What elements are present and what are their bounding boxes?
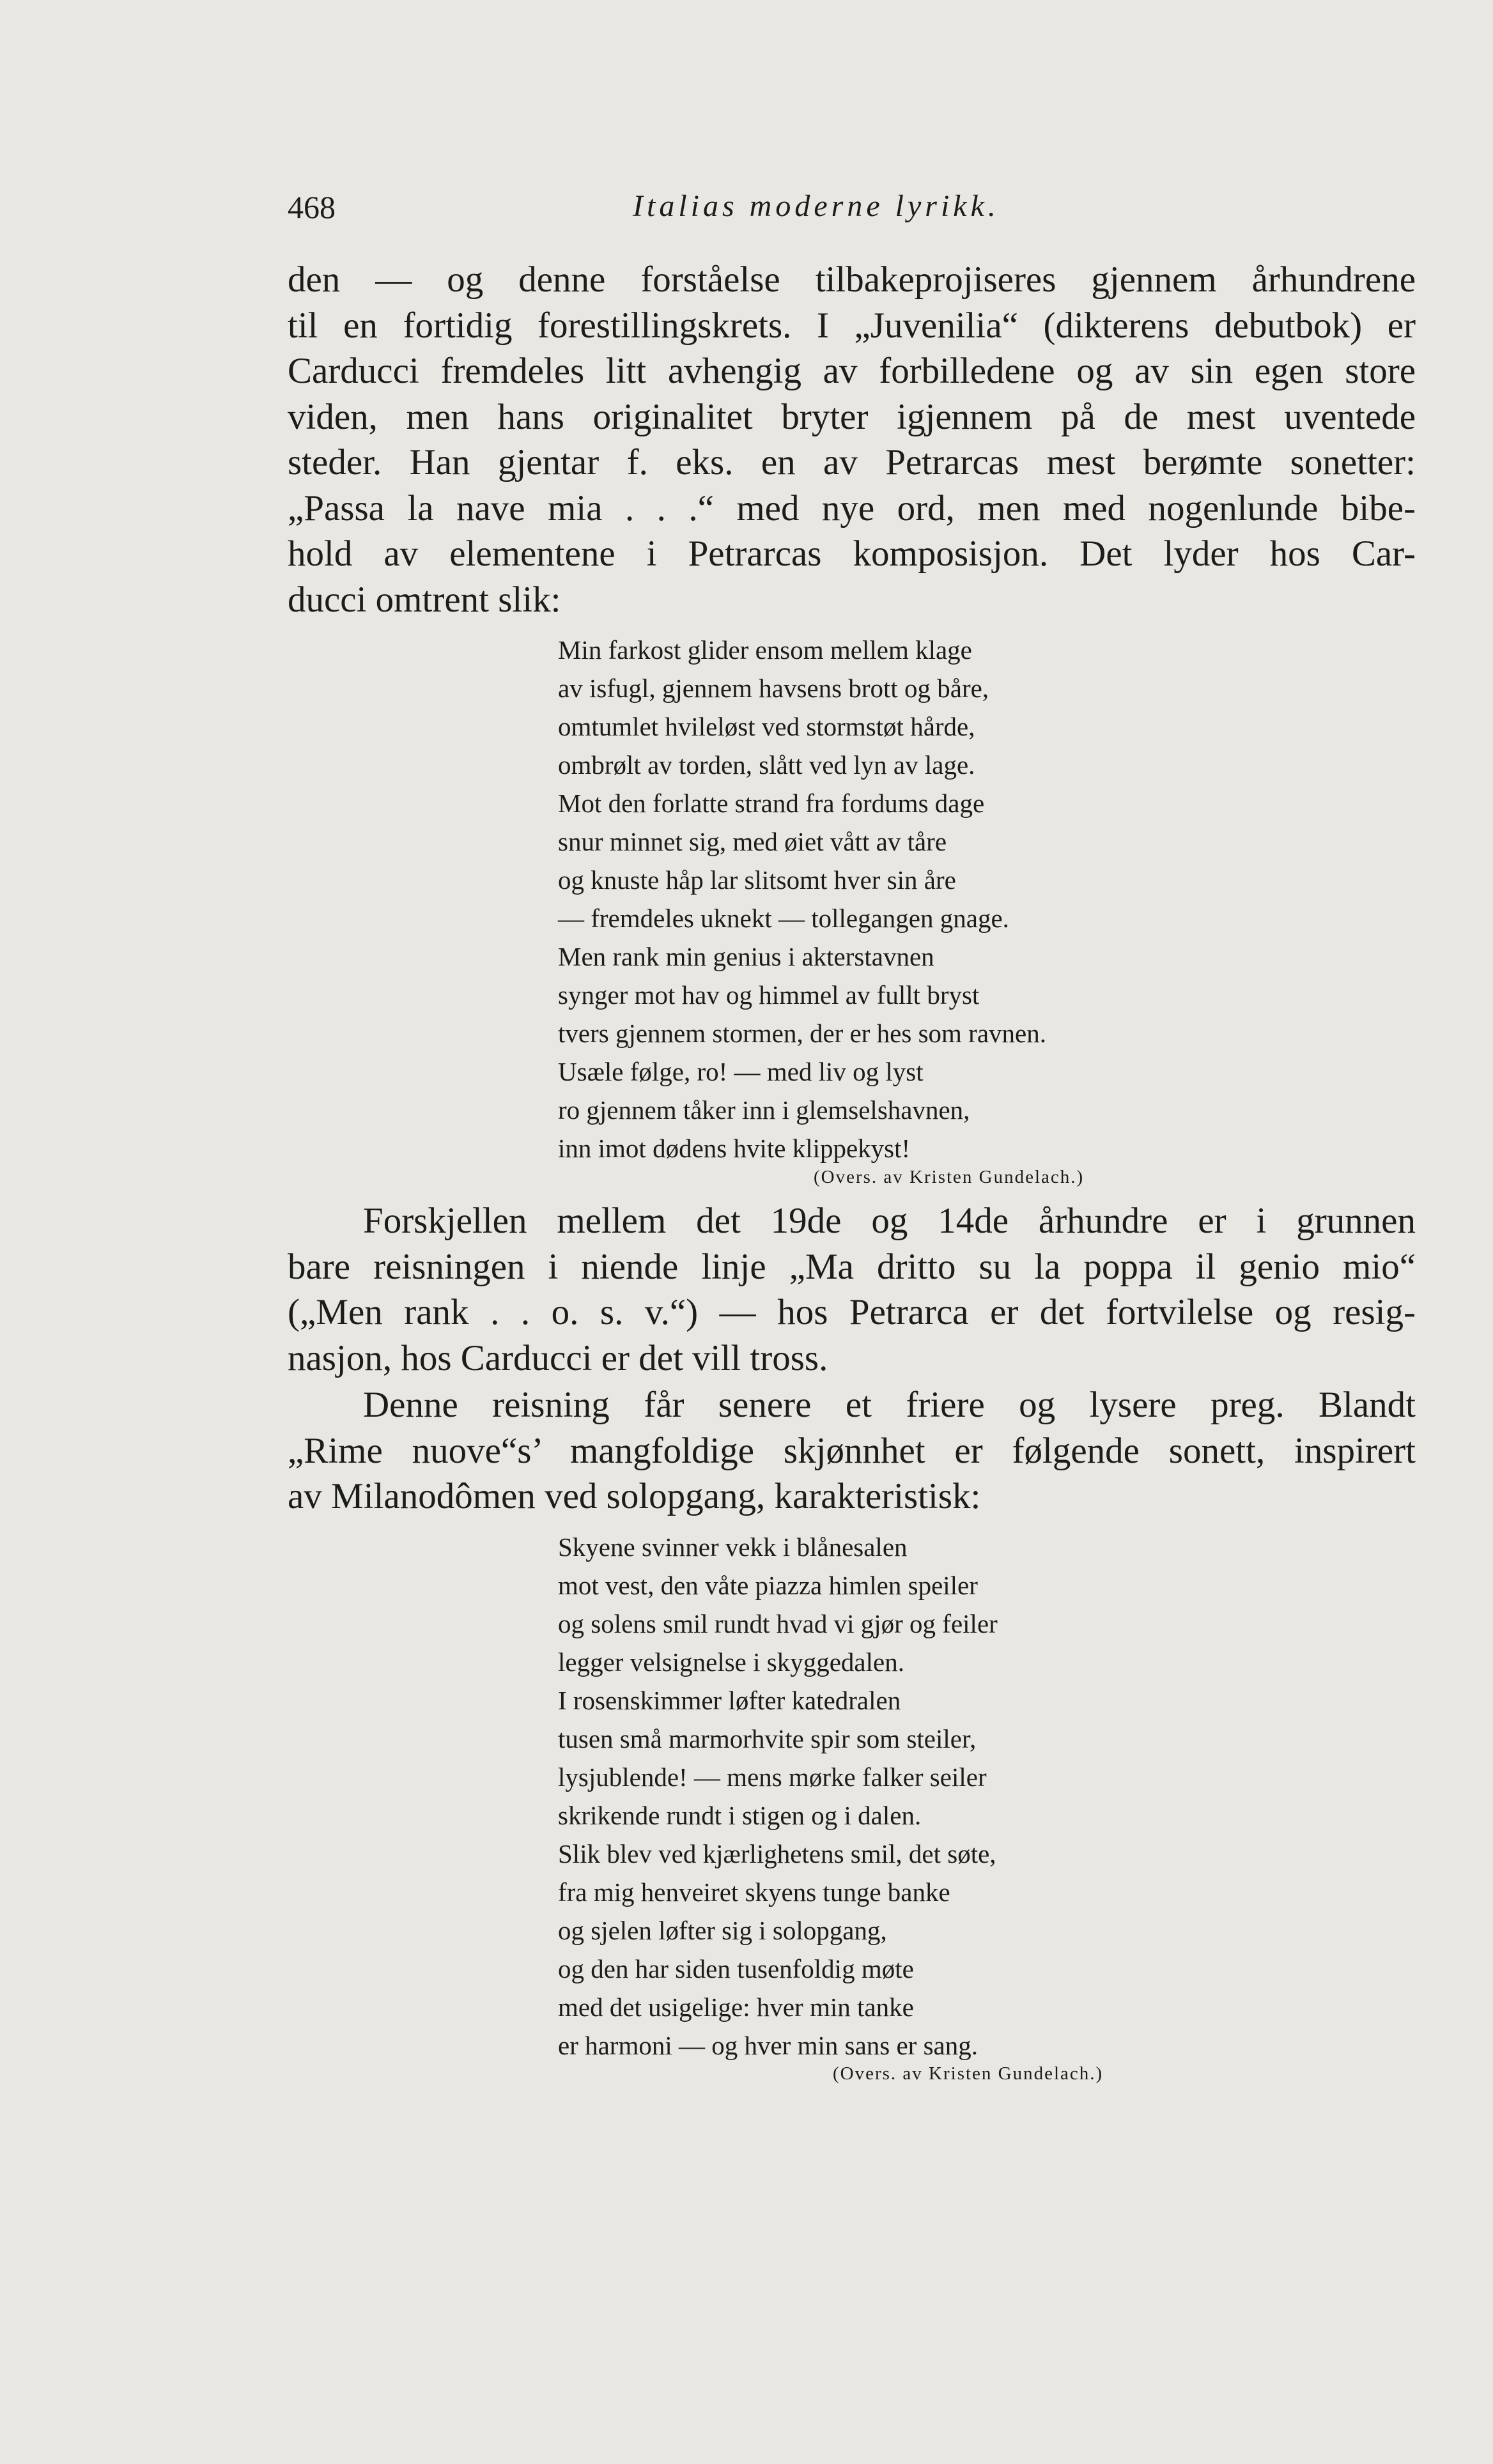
text-line: av Milanodômen ved solopgang, karakteristisk:: [288, 1476, 981, 1516]
poem-verse: mot vest, den våte piazza himlen speiler: [558, 1571, 978, 1600]
poem-verse: lysjublende! — mens mørke falker seiler: [558, 1762, 987, 1792]
text-line: Denne reisning får senere et friere og lysere preg. Blandt: [363, 1385, 1416, 1425]
poem-verse: og solens smil rundt hvad vi gjør og feiler: [558, 1609, 998, 1638]
text-line: nasjon, hos Carducci er det vill tross.: [288, 1337, 828, 1378]
text-line: steder. Han gjentar f. eks. en av Petrarcas mest berømte sonetter:: [288, 442, 1416, 482]
text-line: hold av elementene i Petrarcas komposisjon. Det lyder hos Car-: [288, 534, 1416, 574]
poem-verse: er harmoni — og hver min sans er sang.: [558, 2031, 978, 2060]
paragraph-1: [288, 257, 1416, 622]
translator-credit-1: (Overs. av Kristen Gundelach.): [814, 1167, 1085, 1187]
translator-credit-2: (Overs. av Kristen Gundelach.): [833, 2063, 1104, 2084]
poem-verse: ro gjennem tåker inn i glemselshavnen,: [558, 1095, 970, 1125]
poem-verse: — fremdeles uknekt — tollegangen gnage.: [558, 904, 1009, 933]
poem-verse: Usæle følge, ro! — med liv og lyst: [558, 1057, 924, 1086]
poem-verse: snur minnet sig, med øiet vått av tåre: [558, 827, 947, 856]
poem-verse: inn imot dødens hvite klippekyst!: [558, 1134, 911, 1163]
poem-verse: legger velsignelse i skyggedalen.: [558, 1647, 904, 1677]
text-line: „Passa la nave mia . . .“ med nye ord, men med nogenlunde bibe-: [288, 488, 1416, 528]
poem-verse: med det usigelige: hver min tanke: [558, 1992, 914, 2022]
text-line: „Rime nuove“s’ mangfoldige skjønnhet er følgende sonett, inspirert: [288, 1430, 1416, 1471]
text-line: til en fortidig forestillingskrets. I „Juvenilia“ (dikterens debutbok) er: [288, 305, 1416, 346]
poem-verse: Men rank min genius i akterstavnen: [558, 942, 934, 971]
poem-verse: og sjelen løfter sig i solopgang,: [558, 1916, 887, 1945]
poem-verse: omtumlet hvileløst ved stormstøt hårde,: [558, 712, 975, 741]
poem-verse: fra mig henveiret skyens tunge banke: [558, 1877, 950, 1907]
poem-verse: ombrølt av torden, slått ved lyn av lage.: [558, 750, 975, 780]
running-title: Italias moderne lyrikk.: [633, 189, 1000, 223]
text-line: Carducci fremdeles litt avhengig av forbilledene og av sin egen store: [288, 351, 1416, 391]
poem-verse: I rosenskimmer løfter katedralen: [558, 1686, 901, 1715]
poem-verse: og knuste håp lar slitsomt hver sin åre: [558, 865, 956, 895]
poem-verse: av isfugl, gjennem havsens brott og båre,: [558, 674, 989, 703]
text-line: bare reisningen i niende linje „Ma dritto su la poppa il genio mio“: [288, 1246, 1416, 1287]
text-line: viden, men hans originalitet bryter igjennem på de mest uventede: [288, 396, 1416, 437]
text-line: den — og denne forståelse tilbakeprojiseres gjennem århundrene: [288, 259, 1416, 300]
paragraph-2: [288, 1198, 1416, 1381]
poem-verse: Slik blev ved kjærlighetens smil, det søte,: [558, 1839, 996, 1868]
paragraph-3: [288, 1382, 1416, 1520]
poem-verse: og den har siden tusenfoldig møte: [558, 1954, 914, 1983]
text-line: Forskjellen mellem det 19de og 14de århundre er i grunnen: [363, 1201, 1416, 1241]
poem-verse: skrikende rundt i stigen og i dalen.: [558, 1801, 922, 1830]
text-line: ducci omtrent slik:: [288, 579, 561, 620]
poem-verse: Min farkost glider ensom mellem klage: [558, 635, 972, 665]
text-line: („Men rank . . o. s. v.“) — hos Petrarca er det fortvilelse og resig-: [288, 1292, 1416, 1332]
poem-2: [558, 1528, 1197, 2065]
poem-verse: tusen små marmorhvite spir som steiler,: [558, 1724, 977, 1753]
page-number: 468: [288, 189, 336, 225]
poem-verse: Skyene svinner vekk i blånesalen: [558, 1532, 908, 1562]
poem-1: [558, 631, 1197, 1167]
poem-verse: synger mot hav og himmel av fullt bryst: [558, 980, 980, 1010]
poem-verse: Mot den forlatte strand fra fordums dage: [558, 789, 985, 818]
poem-verse: tvers gjennem stormen, der er hes som ravnen.: [558, 1019, 1046, 1048]
page-header: [288, 189, 1087, 233]
